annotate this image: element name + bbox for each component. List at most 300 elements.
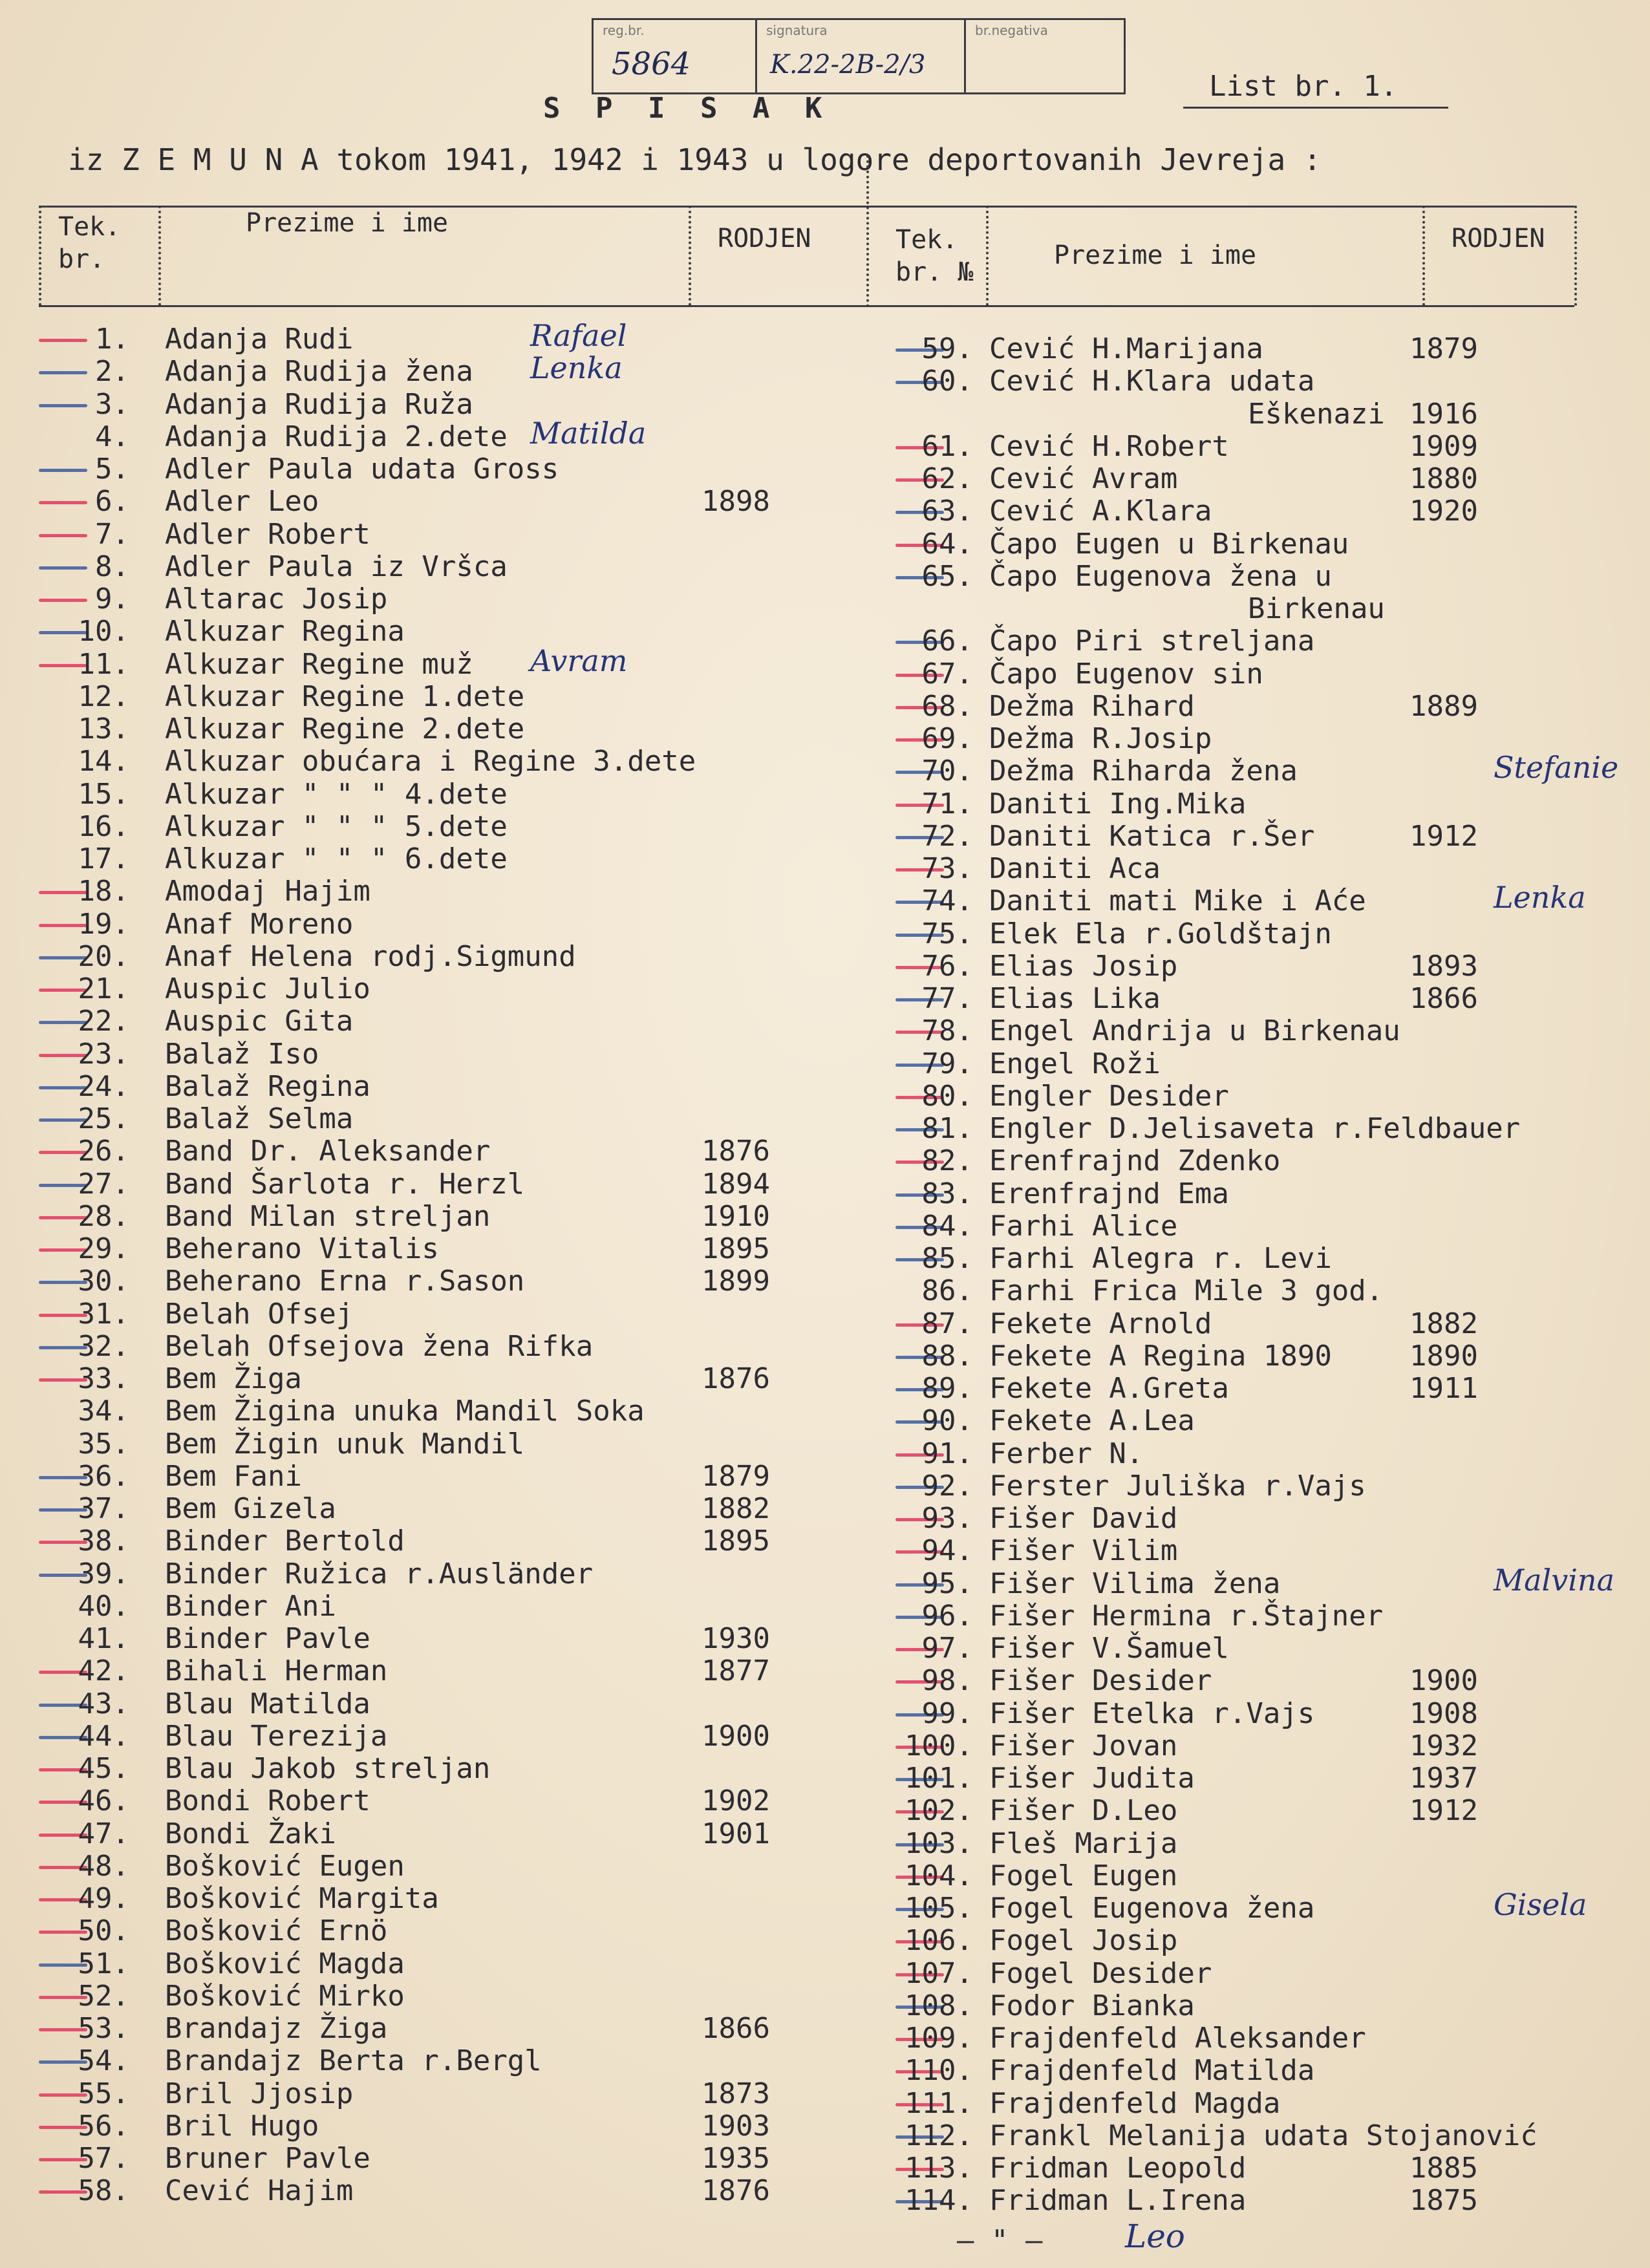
list-row [0, 1655, 860, 1687]
row-number: 51. [78, 1947, 129, 1980]
header-right-number: Tek. br. № [895, 225, 974, 287]
header-divider [39, 206, 41, 306]
row-number: 29. [78, 1232, 129, 1265]
person-name: Bem Žigin unuk Mandil [165, 1427, 525, 1460]
list-row [834, 1600, 1642, 1632]
row-number: 52. [78, 1979, 129, 2013]
footer-handwritten-note: Leo [1125, 2218, 1185, 2255]
birth-year: 1911 [1409, 1372, 1478, 1405]
list-number-underline [1183, 107, 1448, 109]
row-number: 87. [921, 1307, 973, 1340]
person-name: Bril Hugo [165, 2109, 319, 2143]
person-name: Cević H.Robert [989, 429, 1229, 463]
person-name: Daniti Aca [989, 852, 1161, 885]
row-number: 34. [78, 1395, 129, 1428]
list-row [0, 1525, 860, 1557]
row-number: 21. [78, 972, 129, 1005]
row-number: 13. [78, 712, 129, 745]
row-number: 102. [905, 1794, 973, 1828]
row-number: 75. [921, 917, 973, 950]
row-number: 33. [78, 1362, 129, 1395]
person-name: Binder Ani [165, 1589, 336, 1623]
person-name: Fišer Etelka r.Vajs [989, 1696, 1315, 1730]
list-row [0, 2143, 860, 2175]
row-number: 77. [921, 982, 973, 1015]
person-name: Čapo Eugen u Birkenau [989, 527, 1349, 561]
list-row [0, 908, 860, 941]
row-number: 72. [921, 819, 973, 853]
person-name: Fišer Hermina r.Štajner [989, 1599, 1384, 1632]
list-row [834, 2022, 1642, 2055]
person-name: Farhi Alegra r. Levi [989, 1242, 1332, 1275]
person-name: Fišer Vilima žena [989, 1567, 1281, 1600]
stamp-negative-hint: br.negativa [975, 23, 1048, 38]
birth-year: 1902 [702, 1784, 770, 1818]
row-number: 63. [921, 495, 973, 528]
person-name: Frajdenfeld Magda [989, 2086, 1281, 2120]
row-number: 41. [78, 1622, 129, 1655]
row-number: 76. [921, 949, 973, 983]
row-number: 31. [78, 1297, 129, 1331]
row-number: 74. [921, 884, 973, 918]
birth-year: 1876 [702, 1135, 770, 1168]
list-row [834, 2088, 1642, 2120]
person-name: Bošković Mirko [165, 1979, 405, 2013]
row-number: 5. [95, 453, 129, 486]
birth-year: 1935 [702, 2142, 770, 2175]
list-row [0, 1753, 860, 1785]
person-name: Fekete Arnold [989, 1307, 1212, 1340]
row-number: 104. [905, 1859, 973, 1892]
birth-year: 1879 [1409, 332, 1478, 365]
list-row [834, 1990, 1642, 2022]
header-divider [689, 206, 691, 306]
person-name: Alkuzar " " " 5.dete [165, 809, 508, 843]
person-name: Engel Andrija u Birkenau [989, 1014, 1400, 1048]
list-row [834, 1178, 1642, 1210]
person-name: Bril Jjosip [165, 2077, 354, 2110]
row-number: 85. [921, 1242, 973, 1275]
list-row [0, 1168, 860, 1201]
row-number: 56. [78, 2109, 129, 2143]
header-left-name: Prezime i ime [246, 208, 449, 238]
list-row [0, 1980, 860, 2013]
list-row [0, 1720, 860, 1753]
header-right-born: RODJEN [1452, 224, 1545, 253]
row-number: 101. [905, 1762, 973, 1795]
person-name: Band Dr. Aleksander [165, 1135, 491, 1168]
list-row [834, 1958, 1642, 1990]
list-row [0, 1005, 860, 1038]
person-name: Belah Ofsej [165, 1297, 354, 1331]
person-name: Ferber N. [989, 1437, 1144, 1470]
birth-year: 1912 [1409, 819, 1478, 853]
row-number: 73. [921, 852, 973, 885]
list-row [0, 2078, 860, 2110]
row-number: 65. [921, 559, 973, 593]
row-number: 14. [78, 745, 129, 778]
list-row [0, 2045, 860, 2077]
row-number: 109. [905, 2022, 973, 2055]
person-name: Bošković Ernö [165, 1914, 388, 1948]
list-row [834, 1015, 1642, 1047]
birth-year: 1937 [1409, 1762, 1478, 1795]
stamp-reg-hint: reg.br. [603, 23, 645, 38]
row-number: 114. [905, 2184, 973, 2218]
person-name: Alkuzar obućara i Regine 3.dete [165, 745, 696, 778]
list-row [834, 1698, 1642, 1730]
list-row [834, 1145, 1642, 1177]
person-name: Daniti Katica r.Šer [989, 819, 1315, 853]
list-row [834, 2120, 1642, 2152]
person-name: Fišer D.Leo [989, 1794, 1178, 1828]
list-row [834, 820, 1642, 853]
row-number: 47. [78, 1817, 129, 1850]
row-number: 8. [95, 550, 129, 583]
list-row [0, 453, 860, 486]
row-number: 30. [78, 1265, 129, 1298]
birth-year: 1876 [702, 2174, 770, 2208]
row-number: 35. [78, 1427, 129, 1460]
person-name: Balaž Iso [165, 1037, 319, 1071]
list-row [0, 745, 860, 778]
person-name: Bruner Pavle [165, 2142, 370, 2175]
list-row [834, 625, 1642, 658]
list-row [0, 318, 860, 356]
person-name: Adler Robert [165, 517, 370, 551]
row-number: 90. [921, 1404, 973, 1438]
list-row [834, 495, 1642, 528]
row-number: 26. [78, 1135, 129, 1168]
header-divider [1422, 206, 1425, 306]
person-name: Cević A.Klara [989, 495, 1212, 528]
person-name: Alkuzar Regina [165, 615, 405, 648]
person-name: Fišer V.Šamuel [989, 1632, 1229, 1665]
person-name: Fišer David [989, 1502, 1178, 1535]
list-row [0, 486, 860, 518]
row-number: 18. [78, 875, 129, 908]
list-row [0, 1331, 860, 1363]
birth-year: 1876 [702, 1362, 770, 1395]
person-name: Fišer Judita [989, 1762, 1195, 1795]
person-name: Cević Hajim [165, 2174, 354, 2208]
person-name: Elias Lika [989, 982, 1161, 1015]
person-name: Fogel Josip [989, 1924, 1178, 1958]
handwritten-annotation: Rafael [530, 318, 627, 353]
list-row [0, 941, 860, 973]
person-name: Čapo Piri streljana [989, 625, 1315, 658]
person-name: Amodaj Hajim [165, 875, 370, 908]
row-number: 49. [78, 1882, 129, 1915]
birth-year: 1916 [1409, 397, 1478, 431]
list-row [834, 1113, 1642, 1145]
row-number: 3. [95, 387, 129, 421]
list-row [0, 551, 860, 583]
person-name: Brandajz Žiga [165, 2012, 388, 2045]
list-row [0, 1395, 860, 1428]
row-number: 19. [78, 907, 129, 941]
header-right-name: Prezime i ime [1054, 241, 1257, 270]
person-name: Balaž Regina [165, 1069, 370, 1103]
list-row [834, 750, 1642, 788]
list-row [834, 1562, 1642, 1600]
row-number: 17. [78, 842, 129, 875]
birth-year: 1866 [702, 2012, 770, 2045]
right-column [834, 333, 1642, 2218]
list-row [0, 1850, 860, 1883]
row-number: 67. [921, 657, 973, 690]
birth-year: 1900 [702, 1719, 770, 1753]
list-row [834, 1340, 1642, 1373]
person-name: Bihali Herman [165, 1654, 388, 1688]
list-row [0, 843, 860, 875]
row-number: 91. [921, 1437, 973, 1470]
list-row [0, 1785, 860, 1817]
person-name: Eškenazi [1248, 397, 1385, 431]
header-divider [1574, 206, 1577, 306]
row-number: 48. [78, 1849, 129, 1883]
person-name: Farhi Frica Mile 3 god. [989, 1274, 1384, 1308]
person-name: Auspic Gita [165, 1005, 354, 1038]
person-name: Adanja Rudija Ruža [165, 387, 473, 421]
person-name: Bem Gizela [165, 1492, 336, 1525]
list-row [0, 875, 860, 908]
row-number: 66. [921, 625, 973, 658]
row-number: 53. [78, 2012, 129, 2045]
person-name: Fekete A Regina 1890 [989, 1339, 1332, 1373]
stamp-signature-value: K.22-2B-2/3 [770, 50, 926, 80]
stamp-reg-cell [594, 20, 757, 92]
row-number: 58. [78, 2174, 129, 2208]
birth-year: 1882 [702, 1492, 770, 1525]
list-row [834, 1665, 1642, 1697]
person-name: Fišer Vilim [989, 1534, 1178, 1568]
row-number: 92. [921, 1469, 973, 1503]
row-number: 61. [921, 429, 973, 463]
birth-year: 1880 [1409, 462, 1478, 495]
list-row [834, 431, 1642, 463]
birth-year: 1894 [702, 1167, 770, 1201]
list-row [834, 983, 1642, 1015]
row-number: 68. [921, 689, 973, 723]
handwritten-annotation: Matilda [530, 415, 647, 451]
row-number: 93. [921, 1502, 973, 1535]
row-number: 59. [921, 332, 973, 365]
row-number: 99. [921, 1696, 973, 1730]
person-name: Frajdenfeld Aleksander [989, 2022, 1366, 2055]
list-row [834, 880, 1642, 918]
list-row [834, 1730, 1642, 1762]
person-name: Balaž Selma [165, 1102, 354, 1135]
row-number: 57. [78, 2142, 129, 2175]
birth-year: 1898 [702, 485, 770, 519]
row-number: 28. [78, 1199, 129, 1233]
row-number: 11. [78, 647, 129, 681]
person-name: Blau Terezija [165, 1719, 388, 1753]
birth-year: 1895 [702, 1524, 770, 1558]
row-number: 36. [78, 1459, 129, 1493]
list-row [0, 415, 860, 453]
header-bottom-rule [39, 305, 1574, 307]
list-row [834, 1925, 1642, 1957]
row-number: 94. [921, 1534, 973, 1568]
row-number: 95. [921, 1567, 973, 1600]
list-row [0, 1818, 860, 1850]
person-name: Bem Žigina unuka Mandil Soka [165, 1395, 645, 1428]
list-row [834, 788, 1642, 820]
row-number: 84. [921, 1209, 973, 1243]
person-name: Fišer Jovan [989, 1729, 1178, 1762]
person-name: Adler Paula udata Gross [165, 453, 559, 486]
stamp-signature-cell [757, 20, 966, 92]
list-row [834, 2185, 1642, 2217]
person-name: Binder Ružica r.Ausländer [165, 1557, 594, 1590]
person-name: Cević H.Klara udata [989, 365, 1315, 398]
row-number: 25. [78, 1102, 129, 1135]
row-number: 46. [78, 1784, 129, 1818]
person-name: Bondi Žaki [165, 1817, 336, 1850]
person-name: Čapo Eugenov sin [989, 657, 1263, 690]
birth-year: 1909 [1409, 429, 1478, 463]
person-name: Engel Roži [989, 1047, 1161, 1080]
list-row [0, 681, 860, 713]
row-number: 6. [95, 485, 129, 519]
row-number: 45. [78, 1752, 129, 1785]
person-name: Dežma Rihard [989, 689, 1195, 723]
list-row [834, 1762, 1642, 1795]
row-number: 111. [905, 2086, 973, 2120]
person-name: Alkuzar " " " 6.dete [165, 842, 508, 875]
row-number: 82. [921, 1144, 973, 1178]
birth-year: 1903 [702, 2109, 770, 2143]
person-name: Birkenau [1248, 592, 1385, 625]
footer-ditto: — " — [957, 2224, 1043, 2257]
list-row [0, 1071, 860, 1103]
person-name: Elek Ela r.Goldštajn [989, 917, 1332, 950]
person-name: Frajdenfeld Matilda [989, 2054, 1315, 2088]
row-number: 96. [921, 1599, 973, 1632]
row-number: 37. [78, 1492, 129, 1525]
row-number: 43. [78, 1687, 129, 1720]
list-row [0, 1201, 860, 1233]
list-row [0, 615, 860, 648]
row-number: 80. [921, 1079, 973, 1113]
person-name: Blau Matilda [165, 1687, 370, 1720]
list-row [0, 1038, 860, 1071]
person-name: Engler Desider [989, 1079, 1229, 1113]
list-row [834, 1470, 1642, 1503]
stamp-reg-value: 5864 [612, 46, 691, 82]
stamp-negative-cell [966, 20, 1124, 92]
row-number: 107. [905, 1956, 973, 1990]
row-number: 44. [78, 1719, 129, 1753]
row-number: 23. [78, 1037, 129, 1071]
list-row [834, 1405, 1642, 1437]
row-number: 69. [921, 722, 973, 755]
birth-year: 1889 [1409, 689, 1478, 723]
list-row [0, 2110, 860, 2143]
birth-year: 1895 [702, 1232, 770, 1265]
person-name: Dežma R.Josip [989, 722, 1212, 755]
person-name: Anaf Helena rodj.Sigmund [165, 939, 576, 973]
person-name: Beherano Vitalis [165, 1232, 439, 1265]
person-name: Adler Leo [165, 485, 319, 519]
person-name: Bem Fani [165, 1459, 302, 1493]
birth-year: 1930 [702, 1622, 770, 1655]
birth-year: 1882 [1409, 1307, 1478, 1340]
list-row [0, 519, 860, 551]
list-row [834, 918, 1642, 950]
person-name: Erenfrajnd Zdenko [989, 1144, 1281, 1178]
list-row [834, 1503, 1642, 1535]
row-number: 10. [78, 615, 129, 648]
list-row [834, 1243, 1642, 1275]
list-row [0, 778, 860, 811]
handwritten-annotation: Malvina [1494, 1562, 1614, 1598]
person-name: Bošković Margita [165, 1882, 439, 1915]
stamp-signature-hint: signatura [766, 23, 828, 38]
person-name: Adler Paula iz Vršca [165, 550, 508, 583]
list-row [834, 1210, 1642, 1243]
person-name: Band Milan streljan [165, 1199, 491, 1233]
list-row [0, 2175, 860, 2207]
person-name: Auspic Julio [165, 972, 370, 1005]
birth-year: 1932 [1409, 1729, 1478, 1762]
row-number: 113. [905, 2152, 973, 2185]
list-row [0, 643, 860, 681]
list-number: List br. 1. [1209, 70, 1398, 103]
list-row [834, 690, 1642, 723]
list-row [834, 2055, 1642, 2087]
birth-year: 1912 [1409, 1794, 1478, 1828]
person-name: Binder Bertold [165, 1524, 405, 1558]
person-name: Frankl Melanija udata Stojanović [989, 2119, 1538, 2152]
person-name: Cević Avram [989, 462, 1178, 495]
list-row [0, 1363, 860, 1395]
birth-year: 1901 [702, 1817, 770, 1850]
birth-year: 1879 [702, 1459, 770, 1493]
person-name: Altarac Josip [165, 583, 388, 615]
person-name: Fekete A.Lea [989, 1404, 1195, 1438]
person-name: Fridman Leopold [989, 2152, 1247, 2185]
person-name: Ferster Juliška r.Vajs [989, 1469, 1366, 1503]
row-number: 64. [921, 527, 973, 561]
row-number: 50. [78, 1914, 129, 1948]
birth-year: 1873 [702, 2077, 770, 2110]
list-row [0, 811, 860, 843]
person-name: Farhi Alice [989, 1209, 1178, 1243]
person-name: Bošković Eugen [165, 1849, 405, 1883]
row-number: 7. [95, 517, 129, 551]
row-number: 98. [921, 1664, 973, 1698]
list-row [0, 1558, 860, 1590]
list-row [834, 1795, 1642, 1827]
birth-year: 1893 [1409, 949, 1478, 983]
list-row [834, 1632, 1642, 1665]
list-row [0, 1493, 860, 1525]
list-row [834, 333, 1642, 365]
page-title: S P I S A K [543, 92, 831, 125]
list-row [834, 2152, 1642, 2185]
list-row [834, 561, 1642, 593]
birth-year: 1910 [702, 1199, 770, 1233]
birth-year: 1866 [1409, 982, 1478, 1015]
row-number: 103. [905, 1826, 973, 1860]
list-row [834, 1308, 1642, 1340]
person-name: Fridman L.Irena [989, 2184, 1247, 2218]
person-name: Elias Josip [989, 949, 1178, 983]
row-number: 79. [921, 1047, 973, 1080]
